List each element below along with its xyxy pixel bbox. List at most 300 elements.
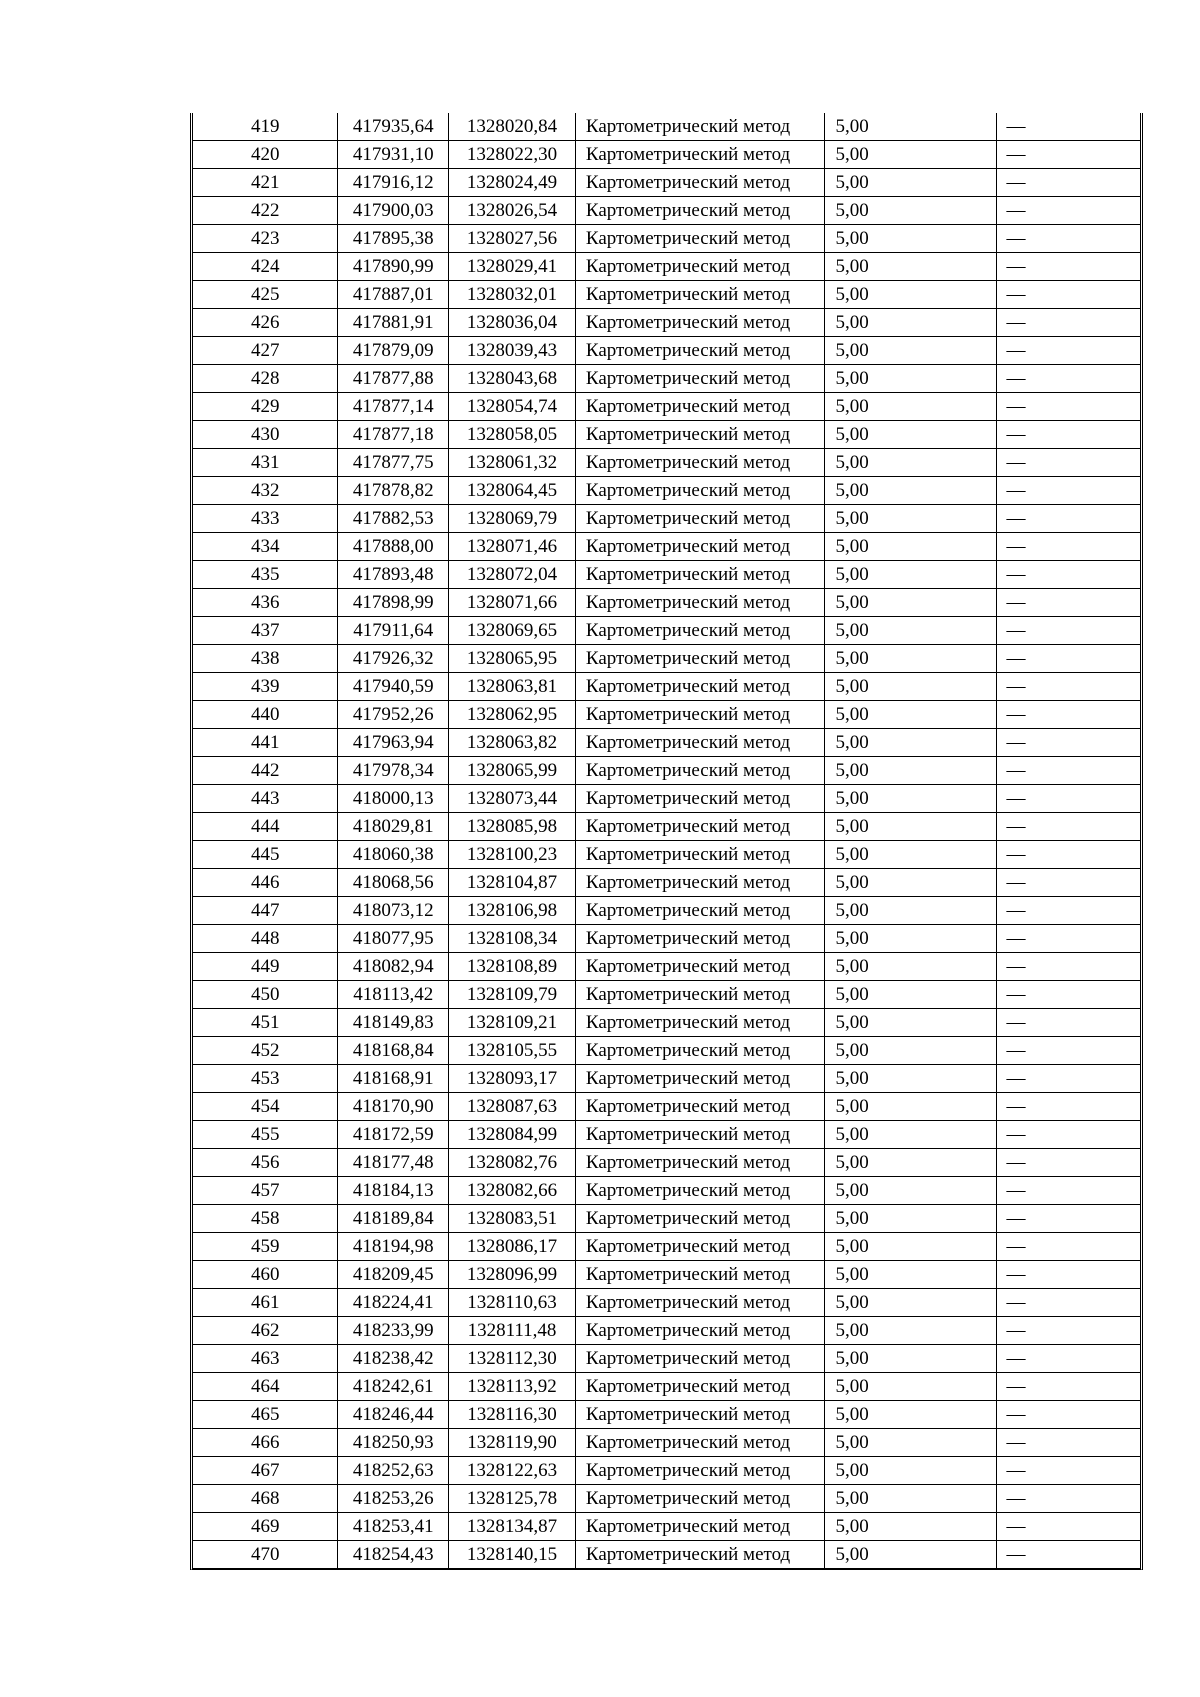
point-number-cell: 440 xyxy=(193,701,338,729)
point-number-cell: 430 xyxy=(193,421,338,449)
table-row xyxy=(193,813,1140,841)
y-coordinate-cell: 1328073,44 xyxy=(449,785,576,813)
y-coordinate-cell: 1328100,23 xyxy=(449,841,576,869)
table-row xyxy=(193,421,1140,449)
method-cell: Картометрический метод xyxy=(575,281,825,309)
description-cell: — xyxy=(996,1317,1140,1345)
x-coordinate-cell: 418184,13 xyxy=(338,1177,449,1205)
description-cell: — xyxy=(996,421,1140,449)
method-cell: Картометрический метод xyxy=(575,1009,825,1037)
y-coordinate-cell: 1328093,17 xyxy=(449,1065,576,1093)
method-cell: Картометрический метод xyxy=(575,169,825,197)
point-number-cell: 469 xyxy=(193,1513,338,1541)
method-cell: Картометрический метод xyxy=(575,309,825,337)
table-row xyxy=(193,309,1140,337)
point-number-cell: 457 xyxy=(193,1177,338,1205)
y-coordinate-cell: 1328054,74 xyxy=(449,393,576,421)
accuracy-cell: 5,00 xyxy=(825,617,996,645)
description-cell: — xyxy=(996,1261,1140,1289)
x-coordinate-cell: 417877,88 xyxy=(338,365,449,393)
x-coordinate-cell: 417898,99 xyxy=(338,589,449,617)
description-cell: — xyxy=(996,1149,1140,1177)
point-number-cell: 451 xyxy=(193,1009,338,1037)
y-coordinate-cell: 1328071,66 xyxy=(449,589,576,617)
y-coordinate-cell: 1328109,21 xyxy=(449,1009,576,1037)
accuracy-cell: 5,00 xyxy=(825,1429,996,1457)
table-row xyxy=(193,1373,1140,1401)
table-row xyxy=(193,981,1140,1009)
table-row xyxy=(193,393,1140,421)
method-cell: Картометрический метод xyxy=(575,1177,825,1205)
x-coordinate-cell: 417879,09 xyxy=(338,337,449,365)
method-cell: Картометрический метод xyxy=(575,813,825,841)
point-number-cell: 419 xyxy=(193,113,338,141)
description-cell: — xyxy=(996,1233,1140,1261)
table-row xyxy=(193,897,1140,925)
method-cell: Картометрический метод xyxy=(575,533,825,561)
x-coordinate-cell: 417893,48 xyxy=(338,561,449,589)
y-coordinate-cell: 1328061,32 xyxy=(449,449,576,477)
x-coordinate-cell: 417882,53 xyxy=(338,505,449,533)
method-cell: Картометрический метод xyxy=(575,1037,825,1065)
accuracy-cell: 5,00 xyxy=(825,449,996,477)
x-coordinate-cell: 417877,18 xyxy=(338,421,449,449)
point-number-cell: 458 xyxy=(193,1205,338,1233)
table-row xyxy=(193,785,1140,813)
x-coordinate-cell: 417931,10 xyxy=(338,141,449,169)
point-number-cell: 420 xyxy=(193,141,338,169)
description-cell: — xyxy=(996,1065,1140,1093)
method-cell: Картометрический метод xyxy=(575,197,825,225)
table-row xyxy=(193,281,1140,309)
accuracy-cell: 5,00 xyxy=(825,701,996,729)
accuracy-cell: 5,00 xyxy=(825,1233,996,1261)
point-number-cell: 455 xyxy=(193,1121,338,1149)
description-cell: — xyxy=(996,253,1140,281)
point-number-cell: 432 xyxy=(193,477,338,505)
accuracy-cell: 5,00 xyxy=(825,1121,996,1149)
y-coordinate-cell: 1328069,65 xyxy=(449,617,576,645)
accuracy-cell: 5,00 xyxy=(825,1009,996,1037)
y-coordinate-cell: 1328065,99 xyxy=(449,757,576,785)
x-coordinate-cell: 417890,99 xyxy=(338,253,449,281)
y-coordinate-cell: 1328109,79 xyxy=(449,981,576,1009)
accuracy-cell: 5,00 xyxy=(825,505,996,533)
table-row xyxy=(193,1093,1140,1121)
y-coordinate-cell: 1328039,43 xyxy=(449,337,576,365)
y-coordinate-cell: 1328104,87 xyxy=(449,869,576,897)
x-coordinate-cell: 418073,12 xyxy=(338,897,449,925)
method-cell: Картометрический метод xyxy=(575,617,825,645)
coordinates-table-frame xyxy=(190,113,1143,1570)
description-cell: — xyxy=(996,813,1140,841)
table-row xyxy=(193,253,1140,281)
y-coordinate-cell: 1328022,30 xyxy=(449,141,576,169)
y-coordinate-cell: 1328064,45 xyxy=(449,477,576,505)
method-cell: Картометрический метод xyxy=(575,505,825,533)
accuracy-cell: 5,00 xyxy=(825,113,996,141)
accuracy-cell: 5,00 xyxy=(825,813,996,841)
accuracy-cell: 5,00 xyxy=(825,1261,996,1289)
point-number-cell: 454 xyxy=(193,1093,338,1121)
table-row xyxy=(193,141,1140,169)
method-cell: Картометрический метод xyxy=(575,225,825,253)
table-row xyxy=(193,841,1140,869)
point-number-cell: 426 xyxy=(193,309,338,337)
method-cell: Картометрический метод xyxy=(575,645,825,673)
method-cell: Картометрический метод xyxy=(575,1149,825,1177)
method-cell: Картометрический метод xyxy=(575,1429,825,1457)
point-number-cell: 442 xyxy=(193,757,338,785)
description-cell: — xyxy=(996,1513,1140,1541)
description-cell: — xyxy=(996,449,1140,477)
table-row xyxy=(193,1205,1140,1233)
method-cell: Картометрический метод xyxy=(575,1261,825,1289)
method-cell: Картометрический метод xyxy=(575,1513,825,1541)
point-number-cell: 448 xyxy=(193,925,338,953)
x-coordinate-cell: 418170,90 xyxy=(338,1093,449,1121)
x-coordinate-cell: 418194,98 xyxy=(338,1233,449,1261)
table-row xyxy=(193,1261,1140,1289)
table-row xyxy=(193,1513,1140,1541)
x-coordinate-cell: 418060,38 xyxy=(338,841,449,869)
point-number-cell: 468 xyxy=(193,1485,338,1513)
description-cell: — xyxy=(996,785,1140,813)
point-number-cell: 421 xyxy=(193,169,338,197)
method-cell: Картометрический метод xyxy=(575,1121,825,1149)
x-coordinate-cell: 417881,91 xyxy=(338,309,449,337)
x-coordinate-cell: 417877,14 xyxy=(338,393,449,421)
table-row xyxy=(193,953,1140,981)
point-number-cell: 422 xyxy=(193,197,338,225)
table-row xyxy=(193,869,1140,897)
table-row xyxy=(193,169,1140,197)
point-number-cell: 437 xyxy=(193,617,338,645)
point-number-cell: 470 xyxy=(193,1541,338,1569)
y-coordinate-cell: 1328105,55 xyxy=(449,1037,576,1065)
point-number-cell: 423 xyxy=(193,225,338,253)
y-coordinate-cell: 1328065,95 xyxy=(449,645,576,673)
table-row xyxy=(193,1121,1140,1149)
accuracy-cell: 5,00 xyxy=(825,589,996,617)
description-cell: — xyxy=(996,757,1140,785)
description-cell: — xyxy=(996,1373,1140,1401)
y-coordinate-cell: 1328096,99 xyxy=(449,1261,576,1289)
x-coordinate-cell: 417877,75 xyxy=(338,449,449,477)
table-row xyxy=(193,1485,1140,1513)
accuracy-cell: 5,00 xyxy=(825,757,996,785)
point-number-cell: 425 xyxy=(193,281,338,309)
point-number-cell: 467 xyxy=(193,1457,338,1485)
description-cell: — xyxy=(996,505,1140,533)
point-number-cell: 433 xyxy=(193,505,338,533)
accuracy-cell: 5,00 xyxy=(825,477,996,505)
point-number-cell: 464 xyxy=(193,1373,338,1401)
y-coordinate-cell: 1328072,04 xyxy=(449,561,576,589)
x-coordinate-cell: 418177,48 xyxy=(338,1149,449,1177)
description-cell: — xyxy=(996,533,1140,561)
description-cell: — xyxy=(996,393,1140,421)
y-coordinate-cell: 1328063,81 xyxy=(449,673,576,701)
x-coordinate-cell: 418242,61 xyxy=(338,1373,449,1401)
x-coordinate-cell: 418253,41 xyxy=(338,1513,449,1541)
accuracy-cell: 5,00 xyxy=(825,925,996,953)
table-row xyxy=(193,1037,1140,1065)
x-coordinate-cell: 418168,91 xyxy=(338,1065,449,1093)
y-coordinate-cell: 1328029,41 xyxy=(449,253,576,281)
method-cell: Картометрический метод xyxy=(575,785,825,813)
y-coordinate-cell: 1328125,78 xyxy=(449,1485,576,1513)
x-coordinate-cell: 417878,82 xyxy=(338,477,449,505)
y-coordinate-cell: 1328112,30 xyxy=(449,1345,576,1373)
method-cell: Картометрический метод xyxy=(575,1457,825,1485)
method-cell: Картометрический метод xyxy=(575,113,825,141)
point-number-cell: 427 xyxy=(193,337,338,365)
x-coordinate-cell: 418250,93 xyxy=(338,1429,449,1457)
x-coordinate-cell: 418238,42 xyxy=(338,1345,449,1373)
y-coordinate-cell: 1328108,34 xyxy=(449,925,576,953)
accuracy-cell: 5,00 xyxy=(825,1093,996,1121)
accuracy-cell: 5,00 xyxy=(825,1065,996,1093)
accuracy-cell: 5,00 xyxy=(825,953,996,981)
x-coordinate-cell: 418254,43 xyxy=(338,1541,449,1569)
x-coordinate-cell: 417935,64 xyxy=(338,113,449,141)
accuracy-cell: 5,00 xyxy=(825,645,996,673)
y-coordinate-cell: 1328122,63 xyxy=(449,1457,576,1485)
y-coordinate-cell: 1328024,49 xyxy=(449,169,576,197)
table-row xyxy=(193,505,1140,533)
point-number-cell: 424 xyxy=(193,253,338,281)
method-cell: Картометрический метод xyxy=(575,393,825,421)
point-number-cell: 452 xyxy=(193,1037,338,1065)
description-cell: — xyxy=(996,477,1140,505)
table-row xyxy=(193,449,1140,477)
table-row xyxy=(193,925,1140,953)
description-cell: — xyxy=(996,981,1140,1009)
point-number-cell: 461 xyxy=(193,1289,338,1317)
point-number-cell: 453 xyxy=(193,1065,338,1093)
method-cell: Картометрический метод xyxy=(575,365,825,393)
point-number-cell: 444 xyxy=(193,813,338,841)
method-cell: Картометрический метод xyxy=(575,757,825,785)
accuracy-cell: 5,00 xyxy=(825,785,996,813)
accuracy-cell: 5,00 xyxy=(825,281,996,309)
accuracy-cell: 5,00 xyxy=(825,1457,996,1485)
table-row xyxy=(193,701,1140,729)
accuracy-cell: 5,00 xyxy=(825,1513,996,1541)
y-coordinate-cell: 1328071,46 xyxy=(449,533,576,561)
accuracy-cell: 5,00 xyxy=(825,337,996,365)
description-cell: — xyxy=(996,925,1140,953)
method-cell: Картометрический метод xyxy=(575,589,825,617)
description-cell: — xyxy=(996,1541,1140,1569)
accuracy-cell: 5,00 xyxy=(825,225,996,253)
description-cell: — xyxy=(996,197,1140,225)
point-number-cell: 459 xyxy=(193,1233,338,1261)
description-cell: — xyxy=(996,169,1140,197)
x-coordinate-cell: 417978,34 xyxy=(338,757,449,785)
accuracy-cell: 5,00 xyxy=(825,1205,996,1233)
method-cell: Картометрический метод xyxy=(575,477,825,505)
y-coordinate-cell: 1328134,87 xyxy=(449,1513,576,1541)
x-coordinate-cell: 417916,12 xyxy=(338,169,449,197)
method-cell: Картометрический метод xyxy=(575,1317,825,1345)
description-cell: — xyxy=(996,365,1140,393)
x-coordinate-cell: 417895,38 xyxy=(338,225,449,253)
table-row xyxy=(193,1149,1140,1177)
y-coordinate-cell: 1328020,84 xyxy=(449,113,576,141)
method-cell: Картометрический метод xyxy=(575,925,825,953)
y-coordinate-cell: 1328082,76 xyxy=(449,1149,576,1177)
method-cell: Картометрический метод xyxy=(575,729,825,757)
description-cell: — xyxy=(996,673,1140,701)
table-row xyxy=(193,1233,1140,1261)
method-cell: Картометрический метод xyxy=(575,337,825,365)
point-number-cell: 439 xyxy=(193,673,338,701)
x-coordinate-cell: 417911,64 xyxy=(338,617,449,645)
table-row xyxy=(193,1065,1140,1093)
description-cell: — xyxy=(996,225,1140,253)
method-cell: Картометрический метод xyxy=(575,141,825,169)
accuracy-cell: 5,00 xyxy=(825,197,996,225)
method-cell: Картометрический метод xyxy=(575,449,825,477)
x-coordinate-cell: 418068,56 xyxy=(338,869,449,897)
y-coordinate-cell: 1328111,48 xyxy=(449,1317,576,1345)
table-row xyxy=(193,645,1140,673)
method-cell: Картометрический метод xyxy=(575,561,825,589)
x-coordinate-cell: 418082,94 xyxy=(338,953,449,981)
point-number-cell: 436 xyxy=(193,589,338,617)
point-number-cell: 447 xyxy=(193,897,338,925)
description-cell: — xyxy=(996,869,1140,897)
point-number-cell: 450 xyxy=(193,981,338,1009)
accuracy-cell: 5,00 xyxy=(825,561,996,589)
description-cell: — xyxy=(996,1429,1140,1457)
description-cell: — xyxy=(996,729,1140,757)
point-number-cell: 431 xyxy=(193,449,338,477)
y-coordinate-cell: 1328113,92 xyxy=(449,1373,576,1401)
point-number-cell: 434 xyxy=(193,533,338,561)
x-coordinate-cell: 417887,01 xyxy=(338,281,449,309)
accuracy-cell: 5,00 xyxy=(825,393,996,421)
x-coordinate-cell: 417952,26 xyxy=(338,701,449,729)
description-cell: — xyxy=(996,561,1140,589)
x-coordinate-cell: 417926,32 xyxy=(338,645,449,673)
description-cell: — xyxy=(996,701,1140,729)
x-coordinate-cell: 418172,59 xyxy=(338,1121,449,1149)
y-coordinate-cell: 1328069,79 xyxy=(449,505,576,533)
description-cell: — xyxy=(996,617,1140,645)
accuracy-cell: 5,00 xyxy=(825,141,996,169)
description-cell: — xyxy=(996,1457,1140,1485)
method-cell: Картометрический метод xyxy=(575,869,825,897)
description-cell: — xyxy=(996,953,1140,981)
description-cell: — xyxy=(996,1289,1140,1317)
x-coordinate-cell: 418000,13 xyxy=(338,785,449,813)
table-row xyxy=(193,1429,1140,1457)
description-cell: — xyxy=(996,1485,1140,1513)
description-cell: — xyxy=(996,1121,1140,1149)
point-number-cell: 462 xyxy=(193,1317,338,1345)
description-cell: — xyxy=(996,589,1140,617)
table-row xyxy=(193,477,1140,505)
method-cell: Картометрический метод xyxy=(575,673,825,701)
table-row xyxy=(193,561,1140,589)
description-cell: — xyxy=(996,141,1140,169)
point-number-cell: 438 xyxy=(193,645,338,673)
table-row xyxy=(193,1317,1140,1345)
method-cell: Картометрический метод xyxy=(575,981,825,1009)
point-number-cell: 456 xyxy=(193,1149,338,1177)
x-coordinate-cell: 417888,00 xyxy=(338,533,449,561)
accuracy-cell: 5,00 xyxy=(825,1373,996,1401)
table-row xyxy=(193,533,1140,561)
accuracy-cell: 5,00 xyxy=(825,169,996,197)
method-cell: Картометрический метод xyxy=(575,1205,825,1233)
description-cell: — xyxy=(996,113,1140,141)
accuracy-cell: 5,00 xyxy=(825,1401,996,1429)
table-row xyxy=(193,337,1140,365)
point-number-cell: 435 xyxy=(193,561,338,589)
accuracy-cell: 5,00 xyxy=(825,533,996,561)
y-coordinate-cell: 1328086,17 xyxy=(449,1233,576,1261)
accuracy-cell: 5,00 xyxy=(825,1037,996,1065)
point-number-cell: 449 xyxy=(193,953,338,981)
y-coordinate-cell: 1328036,04 xyxy=(449,309,576,337)
description-cell: — xyxy=(996,1177,1140,1205)
y-coordinate-cell: 1328032,01 xyxy=(449,281,576,309)
y-coordinate-cell: 1328116,30 xyxy=(449,1401,576,1429)
y-coordinate-cell: 1328087,63 xyxy=(449,1093,576,1121)
accuracy-cell: 5,00 xyxy=(825,869,996,897)
y-coordinate-cell: 1328083,51 xyxy=(449,1205,576,1233)
x-coordinate-cell: 418209,45 xyxy=(338,1261,449,1289)
y-coordinate-cell: 1328085,98 xyxy=(449,813,576,841)
method-cell: Картометрический метод xyxy=(575,1289,825,1317)
table-row xyxy=(193,673,1140,701)
accuracy-cell: 5,00 xyxy=(825,981,996,1009)
method-cell: Картометрический метод xyxy=(575,1345,825,1373)
description-cell: — xyxy=(996,841,1140,869)
point-number-cell: 466 xyxy=(193,1429,338,1457)
table-row xyxy=(193,1457,1140,1485)
description-cell: — xyxy=(996,309,1140,337)
y-coordinate-cell: 1328058,05 xyxy=(449,421,576,449)
x-coordinate-cell: 417963,94 xyxy=(338,729,449,757)
x-coordinate-cell: 418029,81 xyxy=(338,813,449,841)
method-cell: Картометрический метод xyxy=(575,1485,825,1513)
x-coordinate-cell: 418253,26 xyxy=(338,1485,449,1513)
y-coordinate-cell: 1328026,54 xyxy=(449,197,576,225)
point-number-cell: 445 xyxy=(193,841,338,869)
y-coordinate-cell: 1328043,68 xyxy=(449,365,576,393)
x-coordinate-cell: 418233,99 xyxy=(338,1317,449,1345)
table-row xyxy=(193,1401,1140,1429)
table-row xyxy=(193,1541,1140,1569)
point-number-cell: 465 xyxy=(193,1401,338,1429)
table-row xyxy=(193,1009,1140,1037)
x-coordinate-cell: 418246,44 xyxy=(338,1401,449,1429)
accuracy-cell: 5,00 xyxy=(825,1541,996,1569)
accuracy-cell: 5,00 xyxy=(825,673,996,701)
description-cell: — xyxy=(996,1093,1140,1121)
x-coordinate-cell: 418113,42 xyxy=(338,981,449,1009)
table-row xyxy=(193,729,1140,757)
y-coordinate-cell: 1328106,98 xyxy=(449,897,576,925)
accuracy-cell: 5,00 xyxy=(825,729,996,757)
x-coordinate-cell: 417900,03 xyxy=(338,197,449,225)
accuracy-cell: 5,00 xyxy=(825,421,996,449)
